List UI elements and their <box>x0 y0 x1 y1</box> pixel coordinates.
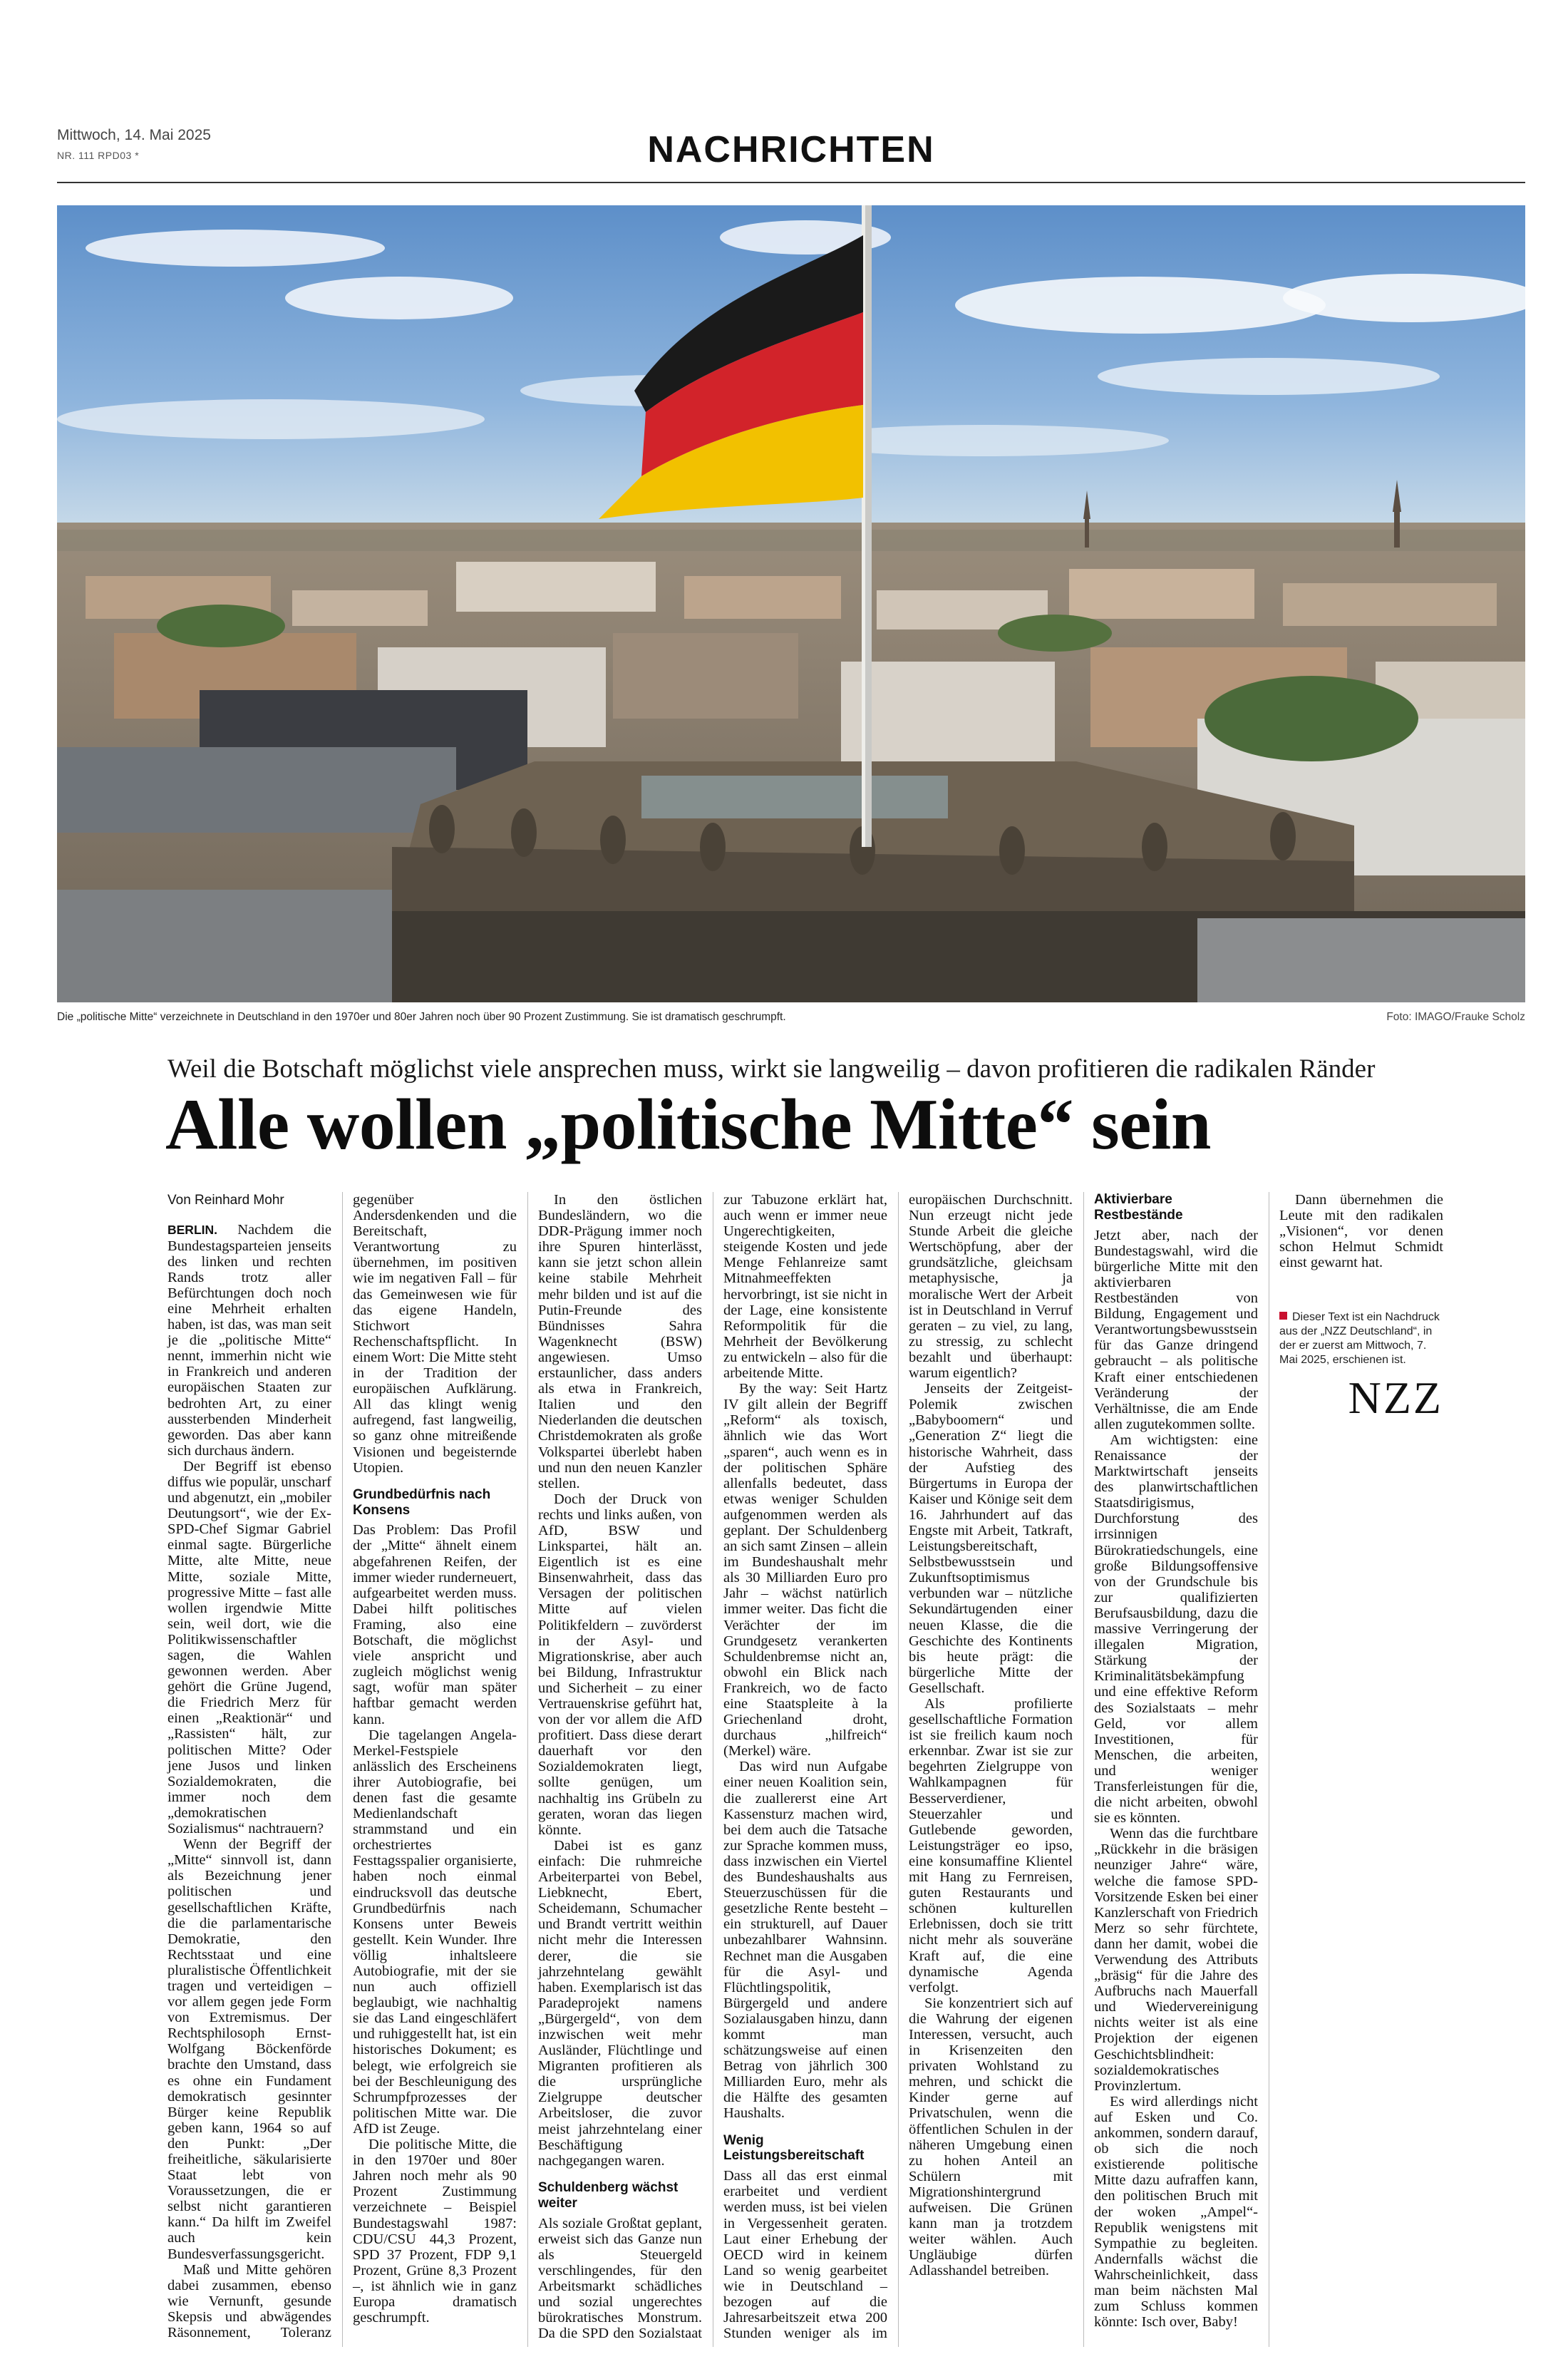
paragraph: Die tagelangen Angela-Merkel-Festspiele anlässlich des Erscheinens ihrer Autobiografie, bei denen fast die gesamte Medienlandschaft strammstand und ein orchestriertes Festtagsspalier organisierte, haben noch einmal eindrucksvoll das deutsche Grundbedürfnis nach Konsens unter Beweis gestellt. Kein Wunder. Ihre völlig inhaltsleere Autobiografie, mit der sie nun auch offiziell beglaubigt, wie nachhaltig sie das Land eingeschläfert und ruhiggestellt hat, ist ein historisches Dokument; es belegt, wie erfolgreich sie bei der Beschleunigung des Schrumpfprozesses der politischen Mitte war. Die AfD ist Zeuge. <box>353 1727 517 2137</box>
nzz-logo: NZZ <box>1348 1372 1443 1424</box>
reprint-note: Dieser Text ist ein Nachdruck aus der „NZZ Deutschland“, in der er zuerst am Mittwoch, 7. Mai 2025, erschienen ist. <box>1279 1311 1440 1367</box>
lead-photo <box>57 205 1525 1002</box>
masthead-rule <box>57 182 1525 183</box>
paragraph: By the way: Seit Hartz IV gilt allein der Begriff „Reform“ als toxisch, ähnlich wie das Wort „sparen“, auch wenn es in der politischen Sphäre allenfalls bedeutet, dass etwas weniger Schulden aufgenommen werden als geplant. Der Schuldenberg an sich samt Zinsen – allein im Bundeshaushalt mehr als 30 Milliarden Euro pro Jahr – wächst natürlich immer weiter. Das ficht die Verächter der im Grundgesetz verankerten Schuldenbremse nicht an, obwohl ein Blick nach Frankreich, wo de facto eine Staatspleite à la Griechenland droht, durchaus „hilfreich“ (Merkel) wäre. <box>723 1381 887 1759</box>
red-square-icon <box>1279 1312 1287 1320</box>
paragraph: Als soziale Großtat geplant, erweist sich das Ganze nun als Steuergeld verschlingendes, für den Arbeitsmarkt schädliches und sozial ungerechtes bürokratisches Monstrum. Da die SPD den Sozialstaat zur Tabuzone erklärt hat, auch wenn er immer neue Ungerechtigkeiten, steigende Kosten und jede Menge Fehlanreize samt Mitnahmeeffekten hervorbringt, ist sie nicht in der Lage, eine konsistente Reformpolitik für die Mehrheit der Bevölkerung zu entwickeln – also für die arbeitende Mitte. <box>538 1192 887 2342</box>
paragraph: Doch der Druck von rechts und links außen, von AfD, BSW und Linkspartei, hält an. Eigentlich ist es eine Binsenwahrheit, dass das Versagen der politischen Mitte auf vielen Politikfeldern – zuvörderst in der Asyl- und Migrationskrise, aber auch bei Bildung, Infrastruktur und Sicherheit – zu einer Vertrauenskrise geführt hat, von der vor allem die AfD profitiert. Dass diese derart dauerhaft vor den Sozialdemokraten liegt, sollte genügen, um nachhaltig ins Grübeln zu geraten, woran das liegen könnte. <box>538 1491 702 1838</box>
paragraph: Dass all das erst einmal erarbeitet und verdient werden muss, ist bei vielen in Vergessenheit geraten. Laut einer Erhebung der OECD wird in keinem Land so wenig gearbeitet wie in Deutschland – bezogen auf die Jahresarbeitszeit etwa 200 Stunden weniger als im europäischen Durchschnitt. Nun erzeugt nicht jede Stunde Arbeit die gleiche Wertschöpfung, aber der grundsätzliche, gleichsam metaphysische, ja moralische Wert der Arbeit ist in Deutschland in Verruf geraten – zu viel, zu lang, zu stressig, zu schlecht bezahlt und überhaupt: warum eigentlich? <box>723 1192 1073 2342</box>
article-headline: Alle wollen „politische Mitte“ sein <box>165 1084 1211 1165</box>
issue-date: Mittwoch, 14. Mai 2025 <box>57 127 211 143</box>
subheading: Grundbedürfnis nach Konsens <box>353 1486 491 1518</box>
subheading: Schuldenberg wächst weiter <box>538 2179 679 2211</box>
paragraph: Das wird nun Aufgabe einer neuen Koalition sein, die zuallererst eine Art Kassensturz machen wird, bei dem auch die Tatsache zur Sprache kommen muss, dass inzwischen ein Viertel des Bundeshaushalts aus Steuerzuschüssen für die gesetzliche Rente besteht – ein strukturell, auf Dauer unbezahlbarer Wahnsinn. Rechnet man die Ausgaben für die Asyl- und Flüchtlingspolitik, Bürgergeld und andere Sozialausgaben hinzu, dann kommt man schätzungsweise auf einen Betrag von jährlich 300 Milliarden Euro, mehr als die Hälfte des gesamten Haushalts. <box>723 1759 887 2122</box>
paragraph: Jenseits der Zeitgeist-Polemik zwischen „Babyboomern“ und „Generation Z“ liegt die historische Wahrheit, dass der Aufstieg des Bürgertums in Europa der Kaiser und Könige seit dem 16. Jahrhundert auf das Engste mit Arbeit, Tatkraft, Leistungsbereitschaft, Selbstbewusstsein und Zukunftsoptimismus verbunden war – nützliche Sekundärtugenden einer neuen Klasse, die die Geschichte des Kontinents bis heute prägt: die bürgerliche Mitte der Gesellschaft. <box>909 1381 1073 1696</box>
paragraph: Der Begriff ist ebenso diffus wie populär, unscharf und abgenutzt, ein „mobiler Deutungsort“, wie der Ex-SPD-Chef Sigmar Gabriel einmal sagte. Bürgerliche Mitte, alte Mitte, neue Mitte, soziale Mitte, progressive Mitte – fast alle wollen irgendwie Mitte sein, weil dort, wie die Politikwissenschaftler sagen, die Wahlen gewonnen werden. Aber gehört die Grüne Jugend, die Friedrich Merz für einen „Reaktionär“ und „Rassisten“ hält, zur politischen Mitte? Oder jene Jusos und linken Sozialdemokraten, die immer noch dem „demokratischen Sozialismus“ nachtrauern? <box>167 1458 331 1837</box>
paragraph: Als profilierte gesellschaftliche Formation ist sie freilich kaum noch erkennbar. Zwar ist sie zur begehrten Zielgruppe von Wahlkampagnen für Besserverdiener, Steuerzahler und Gutlebende geworden, Leistungsträger eo ipso, eine konsumaffine Klientel mit Hang zu Fernreisen, guten Restaurants und schönen kulturellen Erlebnissen, doch sie tritt nicht mehr als souveräne Kraft auf, die eine dynamische Agenda verfolgt. <box>909 1696 1073 1995</box>
photo-credit: Foto: IMAGO/Frauke Scholz <box>1386 1011 1525 1023</box>
paragraph: Dann übernehmen die Leute mit den radikalen „Visionen“, vor denen schon Helmut Schmidt einst gewarnt hat. <box>1279 1192 1443 1271</box>
paragraph: Wenn der Begriff der „Mitte“ sinnvoll ist, dann als Bezeichnung jener politischen und gesellschaftlichen Kräfte, die die parlamentarische Demokratie, den Rechtsstaat und eine pluralistische Öffentlichkeit tragen und verteidigen – vor allem gegen jede Form von Extremismus. Der Rechtsphilosoph Ernst-Wolfgang Böckenförde brachte den Umstand, dass es ohne ein Fundament demokratisch gesinnter Bürger keine Republik geben kann, 1964 so auf den Punkt: „Der freiheitliche, säkularisierte Staat lebt von Voraussetzungen, die er selbst nicht garantieren kann.“ Da hilft im Zweifel auch kein Bundesverfassungsgericht. <box>167 1836 331 2262</box>
paragraph: Die politische Mitte, die in den 1970er und 80er Jahren noch mehr als 90 Prozent Zustimmung verzeichnete – Beispiel Bundestagswahl 1987: CDU/CSU 44,3 Prozent, SPD 37 Prozent, FDP 9,1 Prozent, Grüne 8,3 Prozent –, ist ähnlich wie in ganz Europa dramatisch geschrumpft. <box>353 2137 517 2326</box>
issue-code: NR. 111 RPD03 * <box>57 150 140 161</box>
section-title: NACHRICHTEN <box>647 129 935 170</box>
paragraph: Wenn das die furchtbare „Rückkehr in die bräsigen neunziger Jahre“ wäre, welche die famose SPD-Vorsitzende Esken bei einer Kanzlerschaft von Friedrich Merz so sehr fürchtete, dann her damit, wobei die Verwendung des Attributs „bräsig“ für die Jahre des Aufbruchs nach Mauerfall und Wiedervereinigung nichts weiter ist als eine Projektion der eigenen Geschichtsblindheit: sozialdemokratisches Provinzlertum. <box>1094 1826 1258 2094</box>
paragraph: Das Problem: Das Profil der „Mitte“ ähnelt einem abgefahrenen Reifen, der immer wieder runderneuert, aufgearbeitet werden muss. Dabei hilft politisches Framing, also eine Botschaft, die möglichst viele anspricht und zugleich möglichst wenig sagt, wofür man später haftbar gemacht werden kann. <box>353 1522 517 1727</box>
dateline: BERLIN. <box>167 1223 217 1238</box>
paragraph: Jetzt aber, nach der Bundestagswahl, wird die bürgerliche Mitte mit den aktivierbaren Restbeständen von Bildung, Engagement und Verantwortungsbewusstsein für das Ganze dringend gebraucht – als politische Kraft einer entschiedenen Veränderung der Verhältnisse, die am Ende allen zugutekommen sollte. <box>1094 1227 1258 1432</box>
caption-text: Die „politische Mitte“ verzeichnete in Deutschland in den 1970er und 80er Jahren noch über 90 Prozent Zustimmung. Sie ist dramatisch geschrumpft. <box>57 1011 786 1023</box>
subheading: Aktivierbare Restbestände <box>1094 1192 1183 1223</box>
lead-paragraph: BERLIN. Nachdem die Bundestagsparteien jenseits des linken und rechten Rands trotz aller Befürchtungen doch noch eine Mehrheit erhalten haben, ist das, was man seit je die „politische Mitte“ nennt, immerhin nicht wie in Frankreich und anderen europäischen Staaten zur bedrohten Art, zu einer aussterbenden Minderheit geworden. Das aber kann sich durchaus ändern. <box>167 1222 331 1459</box>
paragraph: Am wichtigsten: eine Renaissance der Marktwirtschaft jenseits des planwirtschaftlichen Staatsdirigismus, Durchforstung des irrsinnigen Bürokratiedschungels, eine große Bildungsoffensive von der Grundschule bis zur qualifizierten Berufsausbildung, dazu die massive Verringerung der illegalen Migration, Stärkung der Kriminalitätsbekämpfung und eine effektive Reform des Sozialstaats – mehr Geld, vor allem Investitionen, für Menschen, die arbeiten, und weniger Transferleistungen für die, die nicht arbeiten, obwohl sie es könnten. <box>1094 1432 1258 1826</box>
photo-caption <box>57 1011 1525 1024</box>
flagpole <box>862 205 872 847</box>
paragraph: Es wird allerdings nicht auf Esken und Co. ankommen, sondern darauf, ob sich die noch existierende politische Mitte dazu aufraffen kann, den politischen Bruch mit der woken „Ampel“-Republik wenigstens mit Sympathie zu begleiten. Andernfalls wächst die Wahrscheinlichkeit, dass man beim nächsten Mal zum Schluss kommen könnte: Isch over, Baby! <box>1094 2093 1258 2331</box>
paragraph: Dabei ist es ganz einfach: Die ruhmreiche Arbeiterpartei von Bebel, Liebknecht, Ebert, Scheidemann, Schumacher und Brandt vertritt weithin nicht mehr die Interessen derer, die sie jahrzehntelang gewählt haben. Exemplarisch ist das Paradeprojekt namens „Bürgergeld“, von dem inzwischen weit mehr Ausländer, Flüchtlinge und Migranten profitieren als die ursprüngliche Zielgruppe deutscher Arbeitsloser, die zuvor meist jahrzehntelang einer Beschäftigung nachgegangen waren. <box>538 1837 702 2169</box>
subheading: Wenig Leistungsbereitschaft <box>723 2132 865 2164</box>
paragraph: Sie konzentriert sich auf die Wahrung der eigenen Interessen, versucht, auch in Krisenzeiten den privaten Wohlstand zu mehren, und schickt die Kinder gerne auf Privatschulen, wenn die öffentlichen Schulen in der näheren Umgebung einen zu hohen Anteil an Schülern mit Migrationshintergrund aufweisen. Die Grünen kann man ja trotzdem weiter wählen. Auch Ungläubige dürfen Adlasshandel betreiben. <box>909 1995 1073 2279</box>
byline: Von Reinhard Mohr <box>167 1193 284 1208</box>
masthead <box>57 127 1525 180</box>
article-body <box>167 1192 1443 2347</box>
article-kicker: Weil die Botschaft möglichst viele ansprechen muss, wirkt sie langweilig – davon profitieren die radikalen Ränder <box>167 1054 1376 1084</box>
paragraph: In den östlichen Bundesländern, wo die DDR-Prägung immer noch ihre Spuren hinterlässt, kann sie jetzt schon allein keine stabile Mehrheit mehr bilden und ist auf die Putin-Freunde des Bündnisses Sahra Wagenknecht (BSW) angewiesen. Umso erstaunlicher, dass anders als etwa in Frankreich, Italien und den Niederlanden die deutschen Christdemokraten als große Volkspartei überlebt haben und nun den neuen Kanzler stellen. <box>538 1192 702 1491</box>
paragraph: Maß und Mitte gehören dabei zusammen, ebenso wie Vernunft, gesunde Skepsis und abwägendes Räsonnement, Toleranz gegenüber Andersdenkenden und die Bereitschaft, Verantwortung zu übernehmen, im positiven wie im negativen Fall – für das Gemeinwesen wie für das eigene Handeln, Stichwort Rechenschaftspflicht. In einem Wort: Die Mitte steht in der Tradition der europäischen Aufklärung. All das klingt wenig aufregend, fast langweilig, so ganz ohne mitreißende Visionen und begeisternde Utopien. <box>167 1192 517 2341</box>
